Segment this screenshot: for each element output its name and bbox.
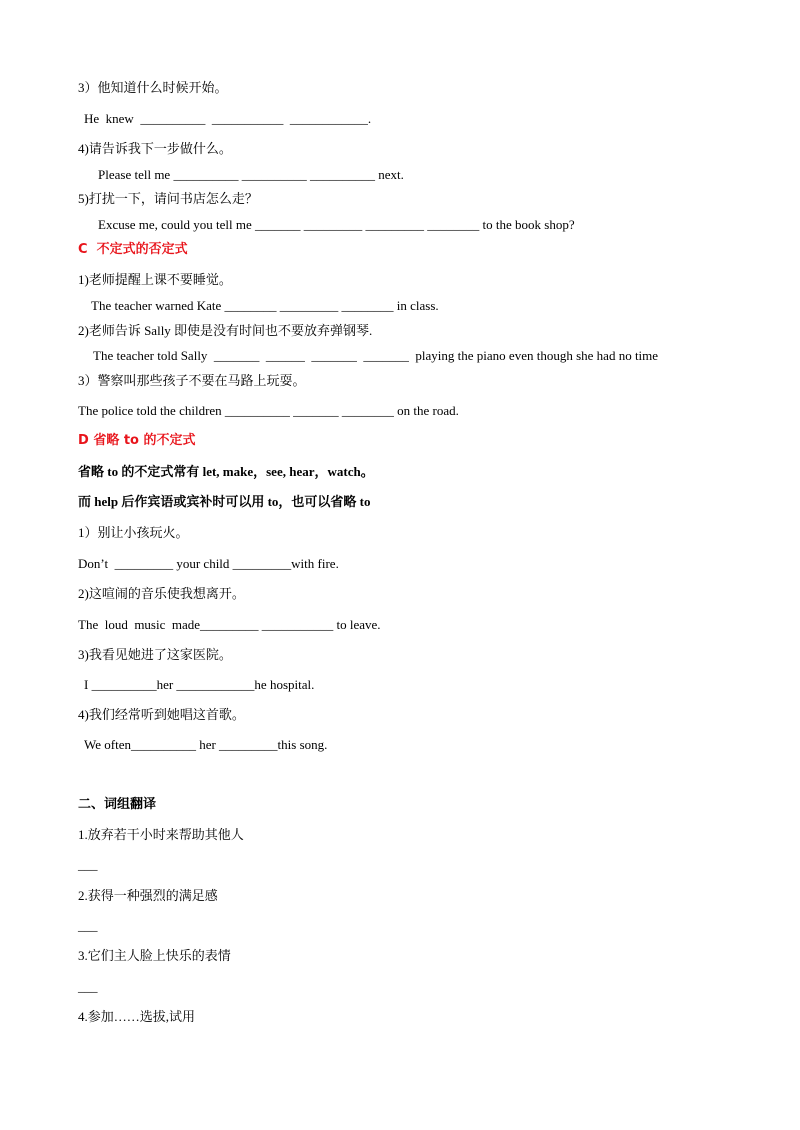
question-5-prompt: 5)打扰一下，请问书店怎么走？ [78,191,258,206]
section-d-rule-2: 而 help 后作宾语或宾补时可以用 to，也可以省略 to [78,494,371,509]
question-4-prompt: 4)请告诉我下一步做什么。 [78,141,232,156]
phrase-2-answer-line: ___ [78,918,98,933]
c-question-1-prompt: 1)老师提醒上课不要睡觉。 [78,272,232,287]
question-5-answer-line: Excuse me, could you tell me _______ _________ _________ ________ to the book shop? [98,217,575,232]
c-question-2-answer-line: The teacher told Sally _______ ______ _______ _______ playing the piano even though she had no time [93,348,659,363]
question-3-answer-line: He knew __________ ___________ ____________. [84,111,372,126]
d-question-1-prompt: 1）别让小孩玩火。 [78,525,189,540]
d-question-1-answer-line: Don’t _________ your child _________with fire. [78,556,339,571]
d-question-3-prompt: 3)我看见她进了这家医院。 [78,647,232,662]
question-3-prompt: 3）他知道什么时候开始。 [78,80,228,95]
c-question-1-answer-line: The teacher warned Kate ________ _________ ________ in class. [91,298,439,313]
d-question-2-answer-line: The loud music made_________ ___________ to leave. [78,617,381,632]
section-d-heading: D 省略 to 的不定式 [78,433,196,448]
d-question-2-prompt: 2)这喧闹的音乐使我想离开。 [78,586,245,601]
phrase-3-prompt: 3.它们主人脸上快乐的表情 [78,948,231,963]
c-question-2-prompt: 2)老师告诉 Sally 即使是没有时间也不要放弃弹钢琴. [78,323,373,338]
phrase-1-answer-line: ___ [78,857,98,872]
part-2-heading: 二、词组翻译 [78,797,157,812]
phrase-2-prompt: 2.获得一种强烈的满足感 [78,888,218,903]
phrase-3-answer-line: ___ [78,979,98,994]
section-d-rule-1: 省略 to 的不定式常有 let, make，see, hear，watch。 [78,464,374,479]
d-question-4-prompt: 4)我们经常听到她唱这首歌。 [78,707,245,722]
question-4-answer-line: Please tell me __________ __________ __________ next. [98,167,404,182]
phrase-1-prompt: 1.放弃若干小时来帮助其他人 [78,827,244,842]
c-question-3-prompt: 3）警察叫那些孩子不要在马路上玩耍。 [78,373,306,388]
phrase-4-prompt: 4.参加……选拔,试用 [78,1009,196,1024]
c-question-3-answer-line: The police told the children __________ _______ ________ on the road. [78,403,459,418]
section-c-heading: C 不定式的否定式 [78,242,188,257]
d-question-4-answer-line: We often__________ her _________this song. [84,737,328,752]
d-question-3-answer-line: I __________her ____________he hospital. [84,677,315,692]
